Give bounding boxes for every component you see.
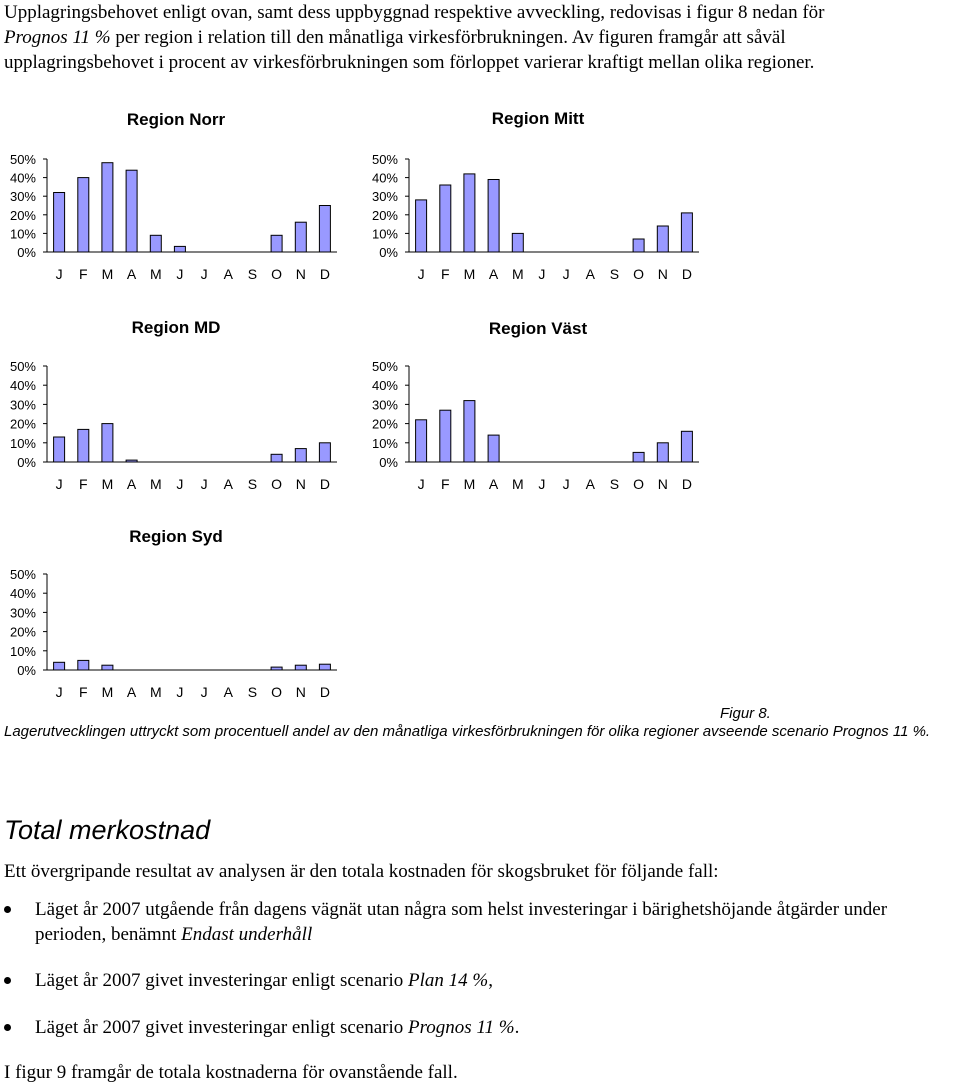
x-tick-label: M: [463, 476, 476, 492]
y-tick-label: 0%: [17, 455, 36, 470]
intro-line-1: Upplagringsbehovet enligt ovan, samt dess uppbyggnad respektive avveckling, redovisas i figur 8 nedan för: [4, 2, 825, 23]
y-tick-label: 40%: [371, 378, 398, 394]
chart-bar: [78, 429, 89, 462]
chart-bar: [464, 174, 475, 252]
chart-bar: [295, 222, 306, 252]
chart-bar: [78, 660, 89, 670]
chart-title: Region Norr: [126, 110, 226, 129]
y-tick-label: 0%: [17, 663, 36, 678]
x-tick-label: O: [633, 476, 645, 492]
section-lead: Ett övergripande resultat av analysen är den totala kostnaden för skogsbruket för följande fall:: [4, 861, 719, 882]
x-tick-label: S: [247, 684, 258, 700]
bullet-icon: [4, 977, 11, 984]
x-tick-label: M: [101, 684, 114, 700]
x-tick-label: N: [657, 476, 668, 492]
chart-bar: [78, 178, 89, 252]
y-tick-label: 40%: [371, 170, 398, 186]
x-tick-label: O: [633, 266, 645, 282]
y-tick-label: 40%: [9, 378, 36, 394]
chart-bar: [271, 235, 282, 252]
x-tick-label: J: [55, 684, 63, 700]
x-tick-label: M: [511, 476, 524, 492]
chart-panel: [10, 318, 337, 492]
y-tick-label: 20%: [9, 624, 36, 640]
x-tick-label: A: [223, 266, 233, 282]
x-tick-label: J: [55, 476, 63, 492]
chart-bar: [681, 431, 692, 462]
list-item-text: Läget år 2007 givet investeringar enligt scenario: [35, 1017, 409, 1038]
bullet-icon: [4, 906, 11, 913]
x-tick-label: A: [488, 476, 499, 492]
x-tick-label: J: [538, 476, 546, 492]
x-tick-label: A: [126, 476, 137, 492]
chart-bar: [512, 233, 523, 252]
chart-bar: [633, 239, 644, 252]
y-tick-label: 50%: [9, 359, 36, 374]
chart-bar: [657, 443, 668, 462]
list-item-tail: ,: [488, 970, 493, 991]
list-item-text: Läget år 2007 givet investeringar enligt scenario: [35, 970, 409, 991]
chart-title: Region MD: [131, 318, 221, 337]
list-item: [4, 1015, 959, 1040]
chart-bar: [150, 235, 161, 252]
x-tick-label: S: [247, 476, 258, 492]
list-item-emphasis: Plan 14 %: [408, 970, 489, 991]
chart-bar: [488, 435, 499, 462]
chart-bar: [416, 200, 427, 252]
y-tick-label: 10%: [9, 643, 36, 659]
y-tick-label: 40%: [9, 170, 36, 186]
chart-panel: [372, 109, 699, 282]
chart-title: Region Mitt: [491, 109, 585, 128]
y-tick-label: 30%: [9, 189, 36, 205]
chart-bar: [126, 460, 137, 462]
y-tick-label: 20%: [371, 416, 398, 432]
chart-bar: [271, 667, 282, 670]
chart-bar: [126, 170, 137, 252]
chart-panel: [372, 319, 699, 492]
x-tick-label: F: [441, 476, 450, 492]
x-tick-label: M: [101, 476, 114, 492]
y-tick-label: 10%: [371, 435, 398, 451]
y-tick-label: 30%: [371, 189, 398, 205]
chart-bar: [54, 437, 65, 462]
x-tick-label: J: [176, 684, 184, 700]
chart-title: Region Syd: [129, 527, 223, 546]
y-tick-label: 10%: [9, 435, 36, 451]
x-tick-label: J: [538, 266, 546, 282]
chart-bar: [440, 410, 451, 462]
chart-panel: [10, 110, 337, 282]
chart-bar: [657, 226, 668, 252]
x-tick-label: A: [488, 266, 499, 282]
x-tick-label: O: [271, 684, 283, 700]
x-tick-label: J: [200, 476, 208, 492]
x-tick-label: S: [247, 266, 258, 282]
y-tick-label: 50%: [371, 359, 398, 374]
chart-bar: [102, 424, 113, 462]
y-tick-label: 50%: [371, 152, 398, 167]
chart-bar: [440, 185, 451, 252]
x-tick-label: J: [176, 476, 184, 492]
x-tick-label: S: [609, 266, 620, 282]
chart-bar: [295, 665, 306, 670]
y-tick-label: 50%: [9, 152, 36, 167]
chart-bar: [54, 662, 65, 670]
chart-bar: [319, 664, 330, 670]
list-item-emphasis: Prognos 11 %: [408, 1017, 515, 1038]
x-tick-label: M: [149, 266, 162, 282]
x-tick-label: J: [562, 266, 570, 282]
y-tick-label: 10%: [371, 226, 398, 242]
chart-bar: [174, 246, 185, 252]
chart-bar: [319, 206, 330, 253]
intro-line-2: per region i relation till den månatliga virkesförbrukningen. Av figuren framgår att såväl: [110, 27, 786, 48]
figure-label: Figur 8.: [720, 705, 771, 722]
x-tick-label: N: [295, 266, 306, 282]
y-tick-label: 20%: [9, 207, 36, 223]
chart-bar: [295, 449, 306, 462]
x-tick-label: D: [319, 684, 330, 700]
list-item: [4, 968, 959, 993]
list-item: [4, 897, 959, 947]
chart-bar: [681, 213, 692, 252]
x-tick-label: A: [585, 476, 595, 492]
x-tick-label: M: [511, 266, 524, 282]
y-tick-label: 30%: [9, 397, 36, 413]
intro-scenario-name: Prognos 11 %: [4, 27, 111, 48]
y-tick-label: 0%: [379, 455, 398, 470]
x-tick-label: D: [319, 476, 330, 492]
chart-bar: [102, 665, 113, 670]
bullet-icon: [4, 1024, 11, 1031]
x-tick-label: D: [319, 266, 330, 282]
chart-bar: [488, 180, 499, 253]
x-tick-label: J: [200, 684, 208, 700]
closing-paragraph: I figur 9 framgår de totala kostnaderna för ovanstående fall.: [4, 1062, 458, 1083]
x-tick-label: J: [562, 476, 570, 492]
section-heading: Total merkostnad: [4, 815, 211, 845]
y-tick-label: 40%: [9, 586, 36, 602]
chart-bar: [54, 193, 65, 253]
y-tick-label: 0%: [379, 245, 398, 260]
x-tick-label: M: [101, 266, 114, 282]
list-item-tail: .: [514, 1017, 520, 1038]
x-tick-label: M: [149, 476, 162, 492]
x-tick-label: A: [223, 476, 233, 492]
x-tick-label: F: [79, 684, 88, 700]
x-tick-label: A: [126, 684, 137, 700]
x-tick-label: A: [585, 266, 595, 282]
chart-panel: [10, 527, 337, 700]
chart-title: Region Väst: [488, 319, 588, 338]
x-tick-label: F: [79, 266, 88, 282]
x-tick-label: A: [223, 684, 233, 700]
y-tick-label: 30%: [371, 397, 398, 413]
chart-bar: [102, 163, 113, 252]
x-tick-label: N: [295, 476, 306, 492]
x-tick-label: J: [55, 266, 63, 282]
list-item-text: Läget år 2007 utgående från dagens vägnät utan några som helst investeringar i bärighetshöjande åtgärder under perioden, benämnt: [35, 899, 888, 945]
x-tick-label: O: [271, 266, 283, 282]
figure-caption-text: Lagerutvecklingen uttryckt som procentuell andel av den månatliga virkesförbrukningen för olika regioner avseende scenario Prognos 11 %.: [4, 723, 931, 740]
x-tick-label: S: [609, 476, 620, 492]
x-tick-label: M: [463, 266, 476, 282]
y-tick-label: 50%: [9, 567, 36, 582]
y-tick-label: 30%: [9, 605, 36, 621]
chart-bar: [633, 452, 644, 462]
y-tick-label: 10%: [9, 226, 36, 242]
chart-bar: [464, 401, 475, 462]
x-tick-label: A: [126, 266, 137, 282]
x-tick-label: J: [200, 266, 208, 282]
figure-caption: [4, 705, 954, 741]
x-tick-label: D: [681, 266, 692, 282]
x-tick-label: D: [681, 476, 692, 492]
x-tick-label: J: [417, 476, 425, 492]
y-tick-label: 0%: [17, 245, 36, 260]
y-tick-label: 20%: [9, 416, 36, 432]
x-tick-label: N: [657, 266, 668, 282]
x-tick-label: J: [417, 266, 425, 282]
x-tick-label: J: [176, 266, 184, 282]
x-tick-label: M: [149, 684, 162, 700]
x-tick-label: F: [441, 266, 450, 282]
chart-bar: [271, 454, 282, 462]
intro-line-3: upplagringsbehovet i procent av virkesförbrukningen som förloppet varierar kraftigt mellan olika regioner.: [4, 52, 815, 73]
chart-bar: [416, 420, 427, 462]
chart-bar: [319, 443, 330, 462]
scenario-list: [4, 897, 959, 1040]
y-tick-label: 20%: [371, 207, 398, 223]
x-tick-label: F: [79, 476, 88, 492]
x-tick-label: N: [295, 684, 306, 700]
x-tick-label: O: [271, 476, 283, 492]
list-item-emphasis: Endast underhåll: [181, 924, 313, 945]
